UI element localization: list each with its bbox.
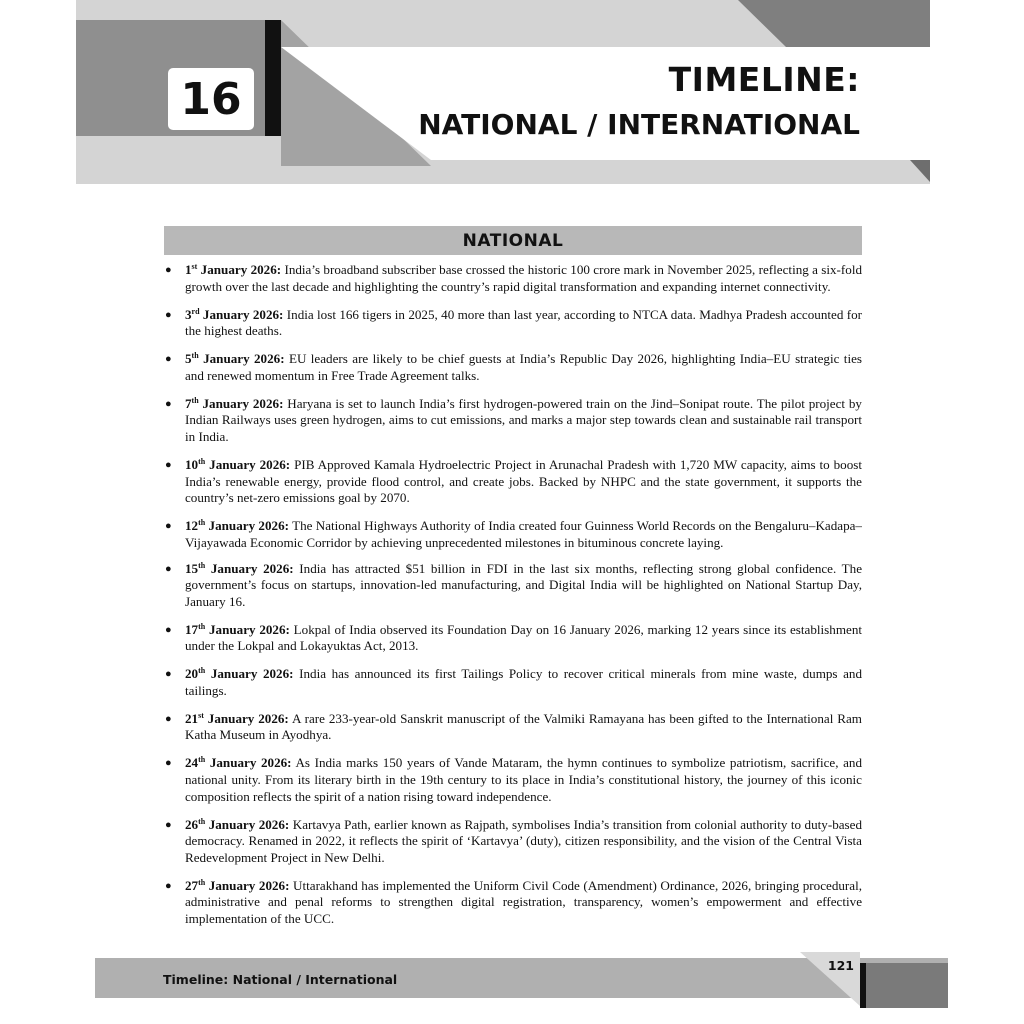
entry-date [185, 262, 281, 277]
bullet-icon: ● [165, 757, 172, 770]
entry-text: India has attracted $51 billion in FDI in the last six months, reflecting strong global confidence. The government’s focus on startups, innovation-led manufacturing, and Digital India will be highlighted on National Startup Day, January 16. [185, 560, 863, 609]
entry-day-suffix: th [198, 456, 206, 466]
entry-date [185, 817, 289, 832]
entry-date [185, 518, 289, 533]
chapter-title-line1: TIMELINE: [668, 60, 860, 99]
entry-text: PIB Approved Kamala Hydroelectric Project in Arunachal Pradesh with 1,720 MW capacity, aims to boost India’s renewable energy, provide flood control, and create jobs. Backed by NHPC and the state government, it supports the country’s net-zero emissions goal by 2070. [185, 456, 862, 506]
entry-day: 27 [185, 877, 199, 893]
entry-text: EU leaders are likely to be chief guests at India’s Republic Day 2026, highlighting India–EU strategic ties and renewed momentum in Free Trade Agreement talks. [185, 351, 862, 383]
timeline-entry [164, 817, 862, 867]
bullet-icon: ● [165, 308, 172, 321]
bullet-icon: ● [165, 562, 172, 575]
bullet-icon: ● [165, 818, 172, 831]
entry-day: 10 [185, 456, 199, 472]
entry-day: 26 [185, 816, 199, 832]
bullet-icon: ● [165, 668, 172, 681]
entry-month-year: January 2026: [203, 351, 285, 367]
bullet-icon: ● [165, 623, 172, 636]
entry-month-year: January 2026: [208, 518, 289, 534]
entry-month-year: January 2026: [202, 306, 284, 322]
timeline-entry [164, 396, 862, 446]
timeline-entry [164, 666, 862, 699]
entry-text: India lost 166 tigers in 2025, 40 more than last year, according to NTCA data. Madhya Pradesh accounted for the highest deaths. [185, 306, 863, 339]
entry-day: 15 [185, 560, 199, 576]
timeline-entry [164, 307, 862, 340]
entry-date [185, 666, 294, 681]
entry-day-suffix: th [198, 666, 206, 676]
bullet-icon: ● [165, 458, 172, 471]
entry-day-suffix: rd [191, 306, 200, 316]
entry-text: Haryana is set to launch India’s first hydrogen-powered train on the Jind–Sonipat route. The pilot project by Indian Railways uses green hydrogen, aims to cut emissions, and marks a major step towards clean and sustainable rail transport in India. [185, 395, 862, 444]
footer-page-box [860, 963, 948, 1008]
entry-day-suffix: th [198, 518, 206, 528]
entry-date [185, 351, 285, 366]
entry-date [185, 561, 294, 576]
entry-day: 12 [185, 518, 199, 534]
entry-date [185, 878, 289, 893]
bullet-icon: ● [165, 879, 172, 892]
bullet-icon: ● [165, 520, 172, 533]
header-top-right-decoration [738, 0, 930, 47]
entry-day-suffix: st [198, 710, 204, 720]
entry-month-year: January 2026: [209, 621, 290, 637]
timeline-entry [164, 878, 862, 928]
footer-black-bar [860, 963, 866, 1008]
entry-month-year: January 2026: [202, 395, 284, 411]
timeline-entry [164, 457, 862, 507]
timeline-entry [164, 622, 862, 655]
header-corner-decoration [910, 160, 930, 182]
page-number: 121 [827, 958, 854, 973]
chapter-number: 16 [168, 68, 254, 130]
entry-text: India has announced its first Tailings Policy to recover critical minerals from mine waste, dumps and tailings. [185, 666, 863, 698]
entry-month-year: January 2026: [209, 755, 292, 771]
timeline-entry [164, 518, 862, 551]
entry-day: 7 [185, 395, 192, 411]
entry-day: 24 [185, 755, 199, 771]
bullet-icon: ● [165, 264, 172, 276]
timeline-entry [164, 561, 862, 611]
entry-month-year: January 2026: [208, 816, 290, 832]
entry-day: 1 [185, 262, 192, 277]
entry-day-suffix: th [198, 877, 206, 887]
entry-date [185, 396, 283, 411]
entry-text: India’s broadband subscriber base crossed the historic 100 crore mark in November 2025, reflecting a six-fold growth over the last decade and highlighting the country’s rapid digital transformation and expanding internet connectivity. [185, 262, 863, 294]
timeline-entry [164, 262, 862, 295]
entry-date [185, 711, 289, 726]
timeline-entry [164, 351, 862, 384]
entry-month-year: January 2026: [207, 710, 289, 726]
entry-month-year: January 2026: [208, 877, 290, 893]
chapter-header [76, 0, 930, 184]
entry-text: Kartavya Path, earlier known as Rajpath, symbolises India’s transition from colonial authority to duty-based democracy. Renamed in 2022, it reflects the spirit of ‘Kartavya’ (duty), citizen responsibility, and the vision of the Central Vista Redevelopment Project in New Delhi. [185, 816, 863, 865]
entry-text: A rare 233-year-old Sanskrit manuscript of the Valmiki Ramayana has been gifted to the International Ram Katha Museum in Ayodhya. [185, 710, 862, 743]
chapter-title-line2: NATIONAL / INTERNATIONAL [418, 108, 860, 141]
timeline-entry [164, 755, 862, 805]
entry-day-suffix: th [198, 560, 206, 570]
section-heading: NATIONAL [164, 226, 862, 255]
header-black-bar [265, 20, 281, 136]
entry-day: 20 [185, 666, 199, 682]
timeline-entry [164, 711, 862, 744]
entry-date [185, 622, 290, 637]
entry-day: 5 [185, 351, 192, 367]
entry-date [185, 457, 290, 472]
entry-text: Lokpal of India observed its Foundation Day on 16 January 2026, marking 12 years since its establishment under the Lokpal and Lokayuktas Act, 2013. [185, 621, 862, 654]
entry-month-year: January 2026: [210, 560, 294, 576]
entry-day-suffix: th [198, 621, 206, 631]
entry-day: 3 [185, 306, 192, 322]
bullet-icon: ● [165, 397, 172, 410]
entry-month-year: January 2026: [209, 456, 291, 472]
entry-day: 17 [185, 621, 199, 637]
entry-text: Uttarakhand has implemented the Uniform Civil Code (Amendment) Ordinance, 2026, bringing procedural, administrative and penal reforms to strengthen digital registration, transparency, women’s empowerment and effective implementation of the UCC. [185, 877, 862, 926]
entry-day: 21 [185, 710, 199, 726]
entry-text: The National Highways Authority of India created four Guinness World Records on the Bengaluru–Kadapa–Vijayawada Economic Corridor by achieving unprecedented milestones in bituminous concrete laying. [185, 518, 862, 550]
entry-day-suffix: th [191, 395, 199, 405]
entry-day-suffix: st [191, 262, 198, 271]
entry-date [185, 755, 292, 770]
timeline-list [164, 262, 862, 939]
entry-date [185, 307, 283, 322]
bullet-icon: ● [165, 712, 172, 725]
bullet-icon: ● [165, 353, 172, 366]
footer-running-title: Timeline: National / International [163, 972, 398, 987]
entry-month-year: January 2026: [200, 262, 282, 277]
entry-day-suffix: th [191, 351, 199, 361]
entry-text: As India marks 150 years of Vande Mataram, the hymn continues to symbolize patriotism, sacrifice, and national unity. From its literary birth in the 19th century to its place in India’s constitutional history, the journey of this iconic composition reflects the spirit of a nation rising toward independence. [185, 755, 862, 804]
entry-month-year: January 2026: [210, 666, 294, 682]
entry-day-suffix: th [198, 816, 206, 826]
entry-day-suffix: th [198, 755, 206, 765]
